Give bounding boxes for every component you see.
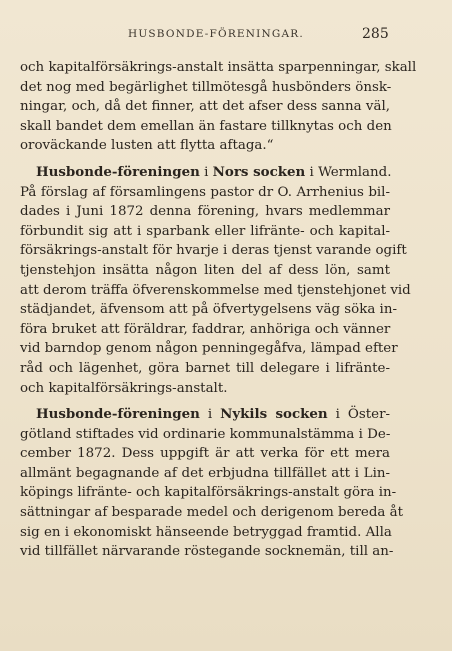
section-heading-place: Nors socken bbox=[212, 163, 306, 180]
text-line: skall bandet dem emellan än fastare tillknytas och den bbox=[20, 118, 392, 134]
text-line: städjandet, äfvensom att på öfvertygelsens väg söka in- bbox=[20, 302, 397, 318]
paragraph-heading-line bbox=[20, 405, 390, 425]
text-line: det nog med begärlighet tillmötesgå husbönders önsk- bbox=[20, 79, 392, 95]
text-line: och kapitalförsäkrings-anstalt insätta sparpenningar, skall bbox=[20, 60, 417, 75]
paragraph-3 bbox=[20, 405, 404, 562]
text-line: sättningar af besparade medel och derigenom bereda åt bbox=[20, 505, 404, 521]
page-header bbox=[0, 28, 452, 44]
text-line: götland stiftades vid ordinarie kommunalstämma i De- bbox=[20, 426, 391, 442]
text-line: cember 1872. Dess uppgift är att verka för ett mera bbox=[20, 446, 390, 462]
text-line: oroväckande lusten att flytta aftaga.“ bbox=[20, 138, 274, 154]
page-number: 285 bbox=[362, 26, 389, 42]
heading-connector: i bbox=[204, 164, 209, 180]
text-line: och kapitalförsäkrings-anstalt. bbox=[20, 380, 228, 396]
section-heading-title: Husbonde-föreningen bbox=[36, 163, 200, 180]
paragraph-gap bbox=[20, 156, 390, 163]
paragraph-heading-line bbox=[20, 163, 390, 183]
text-line: föra bruket att föräldrar, faddrar, anhöriga och vänner bbox=[20, 321, 391, 337]
text-line: råd och lägenhet, göra barnet till delegare i lifränte- bbox=[20, 360, 390, 376]
heading-region: i Öster- bbox=[335, 407, 390, 423]
running-head: HUSBONDE-FÖRENINGAR. bbox=[128, 28, 304, 40]
text-line: försäkrings-anstalt för hvarje i deras tjenst varande ogift bbox=[20, 243, 407, 259]
text-line: ningar, och, då det finner, att det afser dess sanna väl, bbox=[20, 99, 390, 115]
paragraph-2 bbox=[20, 163, 411, 398]
paragraph-gap bbox=[20, 398, 390, 405]
section-heading-title: Husbonde-föreningen bbox=[36, 406, 200, 423]
text-line: sig en i ekonomiskt hänseende betryggad framtid. Alla bbox=[20, 524, 392, 540]
text-line: köpings lifränte- och kapitalförsäkrings-anstalt göra in- bbox=[20, 485, 397, 501]
text-line: dades i Juni 1872 denna förening, hvars medlemmar bbox=[20, 204, 390, 220]
body-text bbox=[20, 58, 417, 562]
text-line: förbundit sig att i sparbank eller lifränte- och kapital- bbox=[20, 223, 390, 239]
text-line: vid tillfället närvarande röstegande socknemän, till an- bbox=[20, 544, 394, 560]
section-heading-place: Nykils socken bbox=[220, 406, 328, 423]
heading-connector: i bbox=[207, 407, 213, 423]
text-line: vid barndop genom någon penningegåfva, lämpad efter bbox=[20, 341, 398, 357]
heading-region: i Wermland. bbox=[309, 164, 392, 180]
text-line: På förslag af församlingens pastor dr O. Arrhenius bil- bbox=[20, 184, 390, 200]
text-line: allmänt begagnande af det erbjudna tillfället att i Lin- bbox=[20, 465, 390, 481]
paragraph-1 bbox=[20, 58, 417, 156]
text-line: att derom träffa öfverenskommelse med tjenstehjonet vid bbox=[20, 282, 411, 298]
text-line: tjenstehjon insätta någon liten del af dess lön, samt bbox=[20, 262, 390, 278]
